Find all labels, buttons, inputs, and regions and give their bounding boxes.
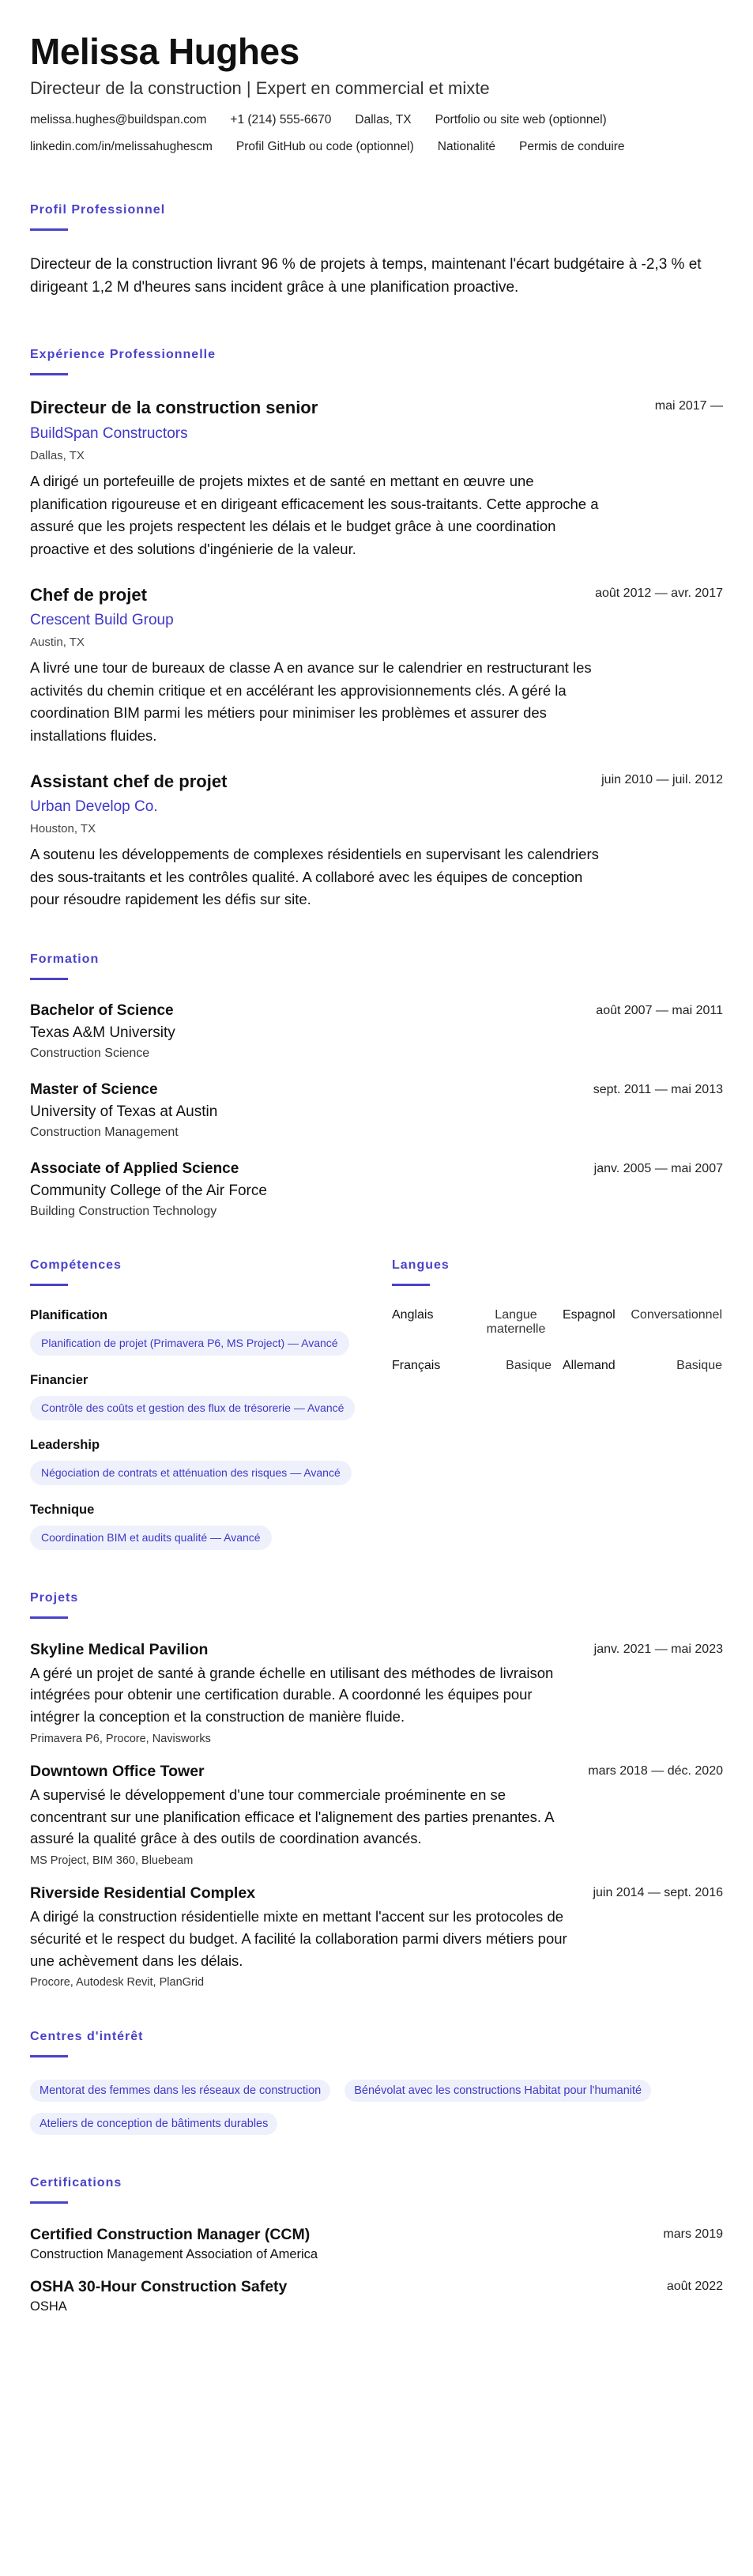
language-item — [563, 1308, 722, 1337]
experience-company: Crescent Build Group — [30, 611, 174, 628]
education-section — [30, 952, 723, 1219]
contact-location: Dallas, TX — [355, 112, 412, 126]
project-entry — [30, 1641, 723, 1745]
language-item — [392, 1359, 552, 1373]
section-title: Langues — [392, 1258, 450, 1273]
profile-summary: Directeur de la construction livrant 96 % de projets à temps, maintenant l'écart budgétaire à -2,3 % et dirigeant 1,2 M d'heures sans incident grâce à une planification proactive. — [30, 255, 702, 296]
projects-section — [30, 1591, 723, 1990]
project-description: A supervisé le développement d'une tour commerciale proéminente en se concentrant sur une planification efficace et l'alignement des parties prenantes. A assuré la qualité grâce à des outils de coordination avancés. — [30, 1786, 554, 1847]
language-item — [392, 1308, 552, 1337]
candidate-headline: Directeur de la construction | Expert en commercial et mixte — [30, 77, 490, 98]
skill-tag: Contrôle des coûts et gestion des flux de trésorerie — Avancé — [30, 1396, 355, 1420]
education-dates: août 2007 — mai 2011 — [596, 1004, 723, 1018]
education-field: Construction Science — [30, 1047, 150, 1061]
education-entry — [30, 1081, 723, 1140]
education-dates: janv. 2005 — mai 2007 — [593, 1162, 723, 1176]
interest-list — [30, 2080, 723, 2135]
education-degree: Bachelor of Science — [30, 1002, 174, 1020]
experience-description: A livré une tour de bureaux de classe A en avance sur le calendrier en restructurant les activités du chemin critique et en accélérant les approvisionnements clés. A géré la coordination BIM parmi les métiers pour minimiser les problèmes et assurer des installations fluides. — [30, 658, 592, 744]
experience-title: Assistant chef de projet — [30, 771, 228, 791]
skill-category: Leadership — [30, 1437, 100, 1452]
contact-nationality: Nationalité — [437, 139, 496, 153]
skill-tag: Planification de projet (Primavera P6, MS Project) — Avancé — [30, 1331, 349, 1356]
certification-date: mars 2019 — [663, 2227, 723, 2242]
experience-description: A dirigé un portefeuille de projets mixtes et de santé en mettant en œuvre une planification rigoureuse et en dirigeant efficacement les sous-traitants. Cette approche a assuré que les projets respectent les délais et le budget grâce à une coordination proactive et des solutions d'ingénierie de la valeur. — [30, 472, 599, 557]
skill-category: Financier — [30, 1372, 88, 1387]
language-name: Français — [392, 1359, 441, 1373]
language-list — [392, 1308, 722, 1373]
project-dates: janv. 2021 — mai 2023 — [593, 1642, 723, 1656]
project-description: A géré un projet de santé à grande échelle en utilisant des méthodes de livraison intégrées pour obtenir une certification durable. A coordonné les équipes pour intégrer la conception et la construction de manière fluide. — [30, 1664, 554, 1726]
experience-company: BuildSpan Constructors — [30, 424, 188, 442]
profile-section — [30, 203, 723, 300]
certification-issuer: Construction Management Association of America — [30, 2247, 318, 2262]
education-school: Texas A&M University — [30, 1024, 175, 1042]
certification-name: OSHA 30-Hour Construction Safety — [30, 2278, 288, 2296]
contact-list — [30, 113, 723, 154]
language-name: Anglais — [392, 1308, 434, 1322]
skill-category: Technique — [30, 1502, 95, 1517]
project-entry — [30, 1884, 723, 1989]
section-title: Centres d'intérêt — [30, 2030, 144, 2044]
skill-category: Planification — [30, 1308, 108, 1323]
section-title: Expérience Professionnelle — [30, 348, 216, 362]
project-entry — [30, 1763, 723, 1867]
section-title: Projets — [30, 1590, 79, 1605]
certifications-section — [30, 2176, 723, 2314]
certification-entry — [30, 2226, 723, 2262]
interest-tag: Bénévolat avec les constructions Habitat pour l'humanité — [344, 2080, 651, 2102]
project-dates: juin 2014 — sept. 2016 — [593, 1886, 723, 1900]
language-name: Allemand — [563, 1359, 616, 1373]
interest-tag: Ateliers de conception de bâtiments durables — [30, 2113, 277, 2135]
experience-location: Austin, TX — [30, 635, 85, 649]
resume-header — [30, 32, 723, 154]
section-title: Certifications — [30, 2176, 122, 2190]
experience-location: Dallas, TX — [30, 448, 85, 462]
skill-tag: Négociation de contrats et atténuation des risques — Avancé — [30, 1461, 352, 1485]
project-dates: mars 2018 — déc. 2020 — [588, 1763, 723, 1778]
interest-tag: Mentorat des femmes dans les réseaux de construction — [30, 2080, 330, 2102]
project-tech: MS Project, BIM 360, Bluebeam — [30, 1854, 194, 1868]
languages-section — [392, 1258, 722, 1550]
education-school: Community College of the Air Force — [30, 1182, 267, 1200]
skills-section — [30, 1258, 360, 1550]
section-divider — [30, 2201, 68, 2204]
experience-dates: mai 2017 — — [654, 399, 723, 413]
experience-entry — [30, 585, 723, 748]
section-title: Compétences — [30, 1258, 122, 1273]
experience-section — [30, 348, 723, 911]
experience-company: Urban Develop Co. — [30, 798, 158, 816]
language-level: Basique — [506, 1359, 552, 1373]
interests-section — [30, 2030, 723, 2135]
section-divider — [30, 978, 68, 980]
education-entry — [30, 1002, 723, 1061]
education-entry — [30, 1160, 723, 1219]
section-divider — [392, 1284, 430, 1286]
contact-linkedin[interactable]: linkedin.com/in/melissahughescm — [30, 139, 213, 153]
section-title: Profil Professionnel — [30, 202, 166, 217]
education-field: Construction Management — [30, 1126, 179, 1140]
skill-tag: Coordination BIM et audits qualité — Avancé — [30, 1526, 272, 1550]
experience-description: A soutenu les développements de complexes résidentiels en supervisant les calendriers des sous-traitants et les contrôles qualité. A collaboré avec les équipes de conception pour résoudre rapidement les défis sur site. — [30, 846, 599, 908]
contact-email[interactable]: melissa.hughes@buildspan.com — [30, 112, 207, 126]
education-field: Building Construction Technology — [30, 1205, 217, 1219]
section-title: Formation — [30, 952, 100, 967]
education-school: University of Texas at Austin — [30, 1103, 218, 1121]
education-degree: Associate of Applied Science — [30, 1160, 239, 1178]
project-title: Riverside Residential Complex — [30, 1884, 256, 1903]
project-tech: Procore, Autodesk Revit, PlanGrid — [30, 1976, 205, 1990]
section-divider — [30, 1616, 68, 1619]
education-dates: sept. 2011 — mai 2013 — [593, 1083, 723, 1097]
section-divider — [30, 1284, 68, 1286]
contact-license: Permis de conduire — [519, 139, 625, 153]
project-description: A dirigé la construction résidentielle mixte en mettant l'accent sur les protocoles de sécurité et le respect du budget. A facilité la collaboration parmi divers métiers pour une achèvement dans les délais. — [30, 1908, 567, 1969]
contact-portfolio[interactable]: Portfolio ou site web (optionnel) — [435, 112, 607, 126]
experience-entry — [30, 398, 723, 560]
contact-github[interactable]: Profil GitHub ou code (optionnel) — [235, 139, 414, 153]
contact-phone[interactable]: +1 (214) 555-6670 — [230, 112, 332, 126]
experience-dates: août 2012 — avr. 2017 — [595, 586, 723, 600]
experience-location: Houston, TX — [30, 822, 96, 836]
experience-title: Directeur de la construction senior — [30, 398, 318, 418]
candidate-name: Melissa Hughes — [30, 31, 299, 72]
experience-title: Chef de projet — [30, 584, 147, 605]
project-tech: Primavera P6, Procore, Navisworks — [30, 1732, 211, 1745]
certification-issuer: OSHA — [30, 2299, 67, 2314]
certification-date: août 2022 — [666, 2280, 723, 2294]
section-divider — [30, 228, 68, 231]
experience-entry — [30, 771, 723, 911]
language-level: Conversationnel — [631, 1308, 722, 1322]
skills-languages-row — [30, 1258, 723, 1550]
experience-dates: juin 2010 — juil. 2012 — [601, 772, 723, 786]
certification-name: Certified Construction Manager (CCM) — [30, 2226, 311, 2244]
language-name: Espagnol — [563, 1308, 616, 1322]
project-title: Skyline Medical Pavilion — [30, 1640, 209, 1658]
section-divider — [30, 2055, 68, 2057]
language-item — [563, 1359, 722, 1373]
section-divider — [30, 373, 68, 375]
project-title: Downtown Office Tower — [30, 1762, 205, 1780]
language-level: Basique — [676, 1359, 722, 1373]
language-level: Langue maternelle — [486, 1308, 546, 1337]
certification-entry — [30, 2278, 723, 2314]
education-degree: Master of Science — [30, 1081, 158, 1099]
